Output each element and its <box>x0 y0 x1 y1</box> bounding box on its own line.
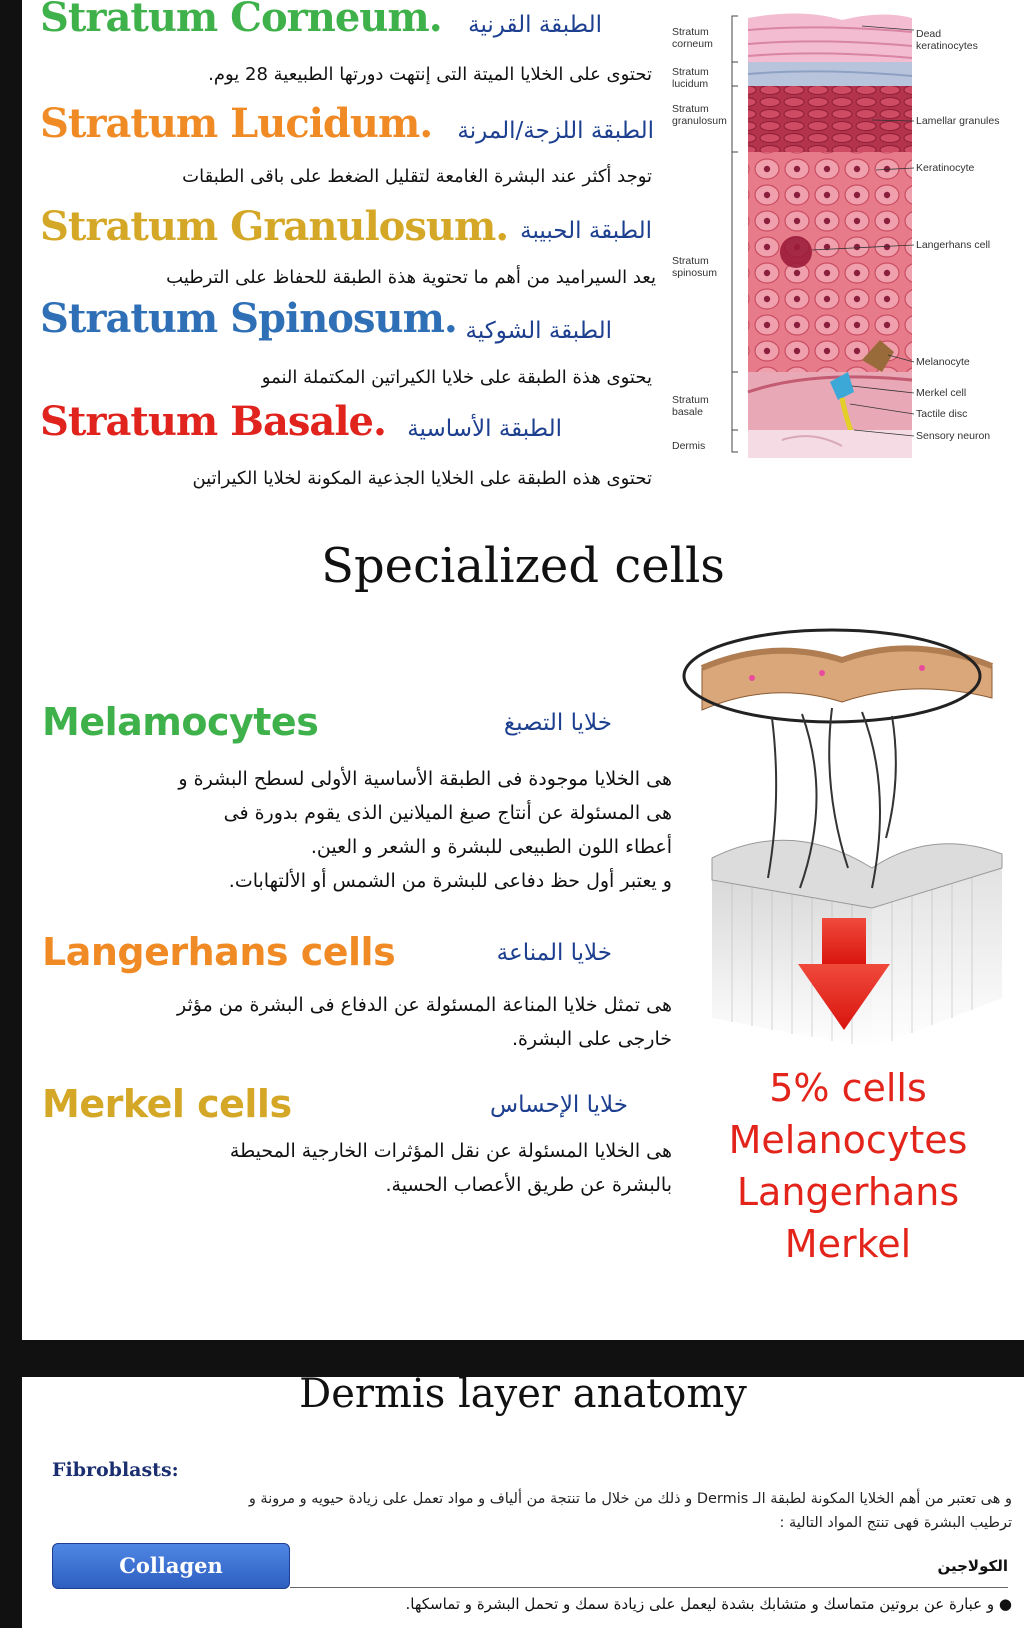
cell-arabic-merkel: خلايا الإحساس <box>490 1092 628 1118</box>
diagram-label-granulosum: Stratum granulosum <box>672 103 727 127</box>
desc-line: أعطاء اللون الطبيعى للبشرة و الشعر و العين. <box>310 836 672 858</box>
desc-line: هى المسئولة عن أنتاج صبغ الميلانين الذى يقوم بدورة فى <box>223 802 672 824</box>
callout-melanocytes: Melanocytes <box>728 1118 968 1162</box>
desc-line: خارجى على البشرة. <box>511 1028 672 1050</box>
fibroblasts-line: ترطيب البشرة فهى تنتج المواد التالية : <box>779 1515 1012 1531</box>
desc-line: بالبشرة عن طريق الأعصاب الحسية. <box>385 1174 672 1196</box>
layer-arabic-basale: الطبقة الأساسية <box>407 416 562 442</box>
desc-line: هى الخلايا موجودة فى الطبقة الأساسية الأولى لسطح البشرة و <box>178 768 672 790</box>
skin-block-graphic <box>672 618 1024 1058</box>
collagen-arabic-label: الكولاجين <box>937 1557 1008 1575</box>
desc-line: و يعتبر أول حظ دفاعى للبشرة من الشمس أو الألتهابات. <box>228 870 672 892</box>
layer-desc-granulosum: يعد السيراميد من أهم ما تحتوية هذة الطبقة للحفاظ على الترطيب <box>166 267 656 288</box>
collagen-button[interactable]: Collagen <box>52 1543 290 1589</box>
diagram-label-langerhans: Langerhans cell <box>916 239 991 251</box>
layer-latin-lucidum: Stratum Lucidum. <box>40 100 433 147</box>
cell-desc-melanocytes <box>42 762 672 898</box>
cell-desc-merkel <box>42 1134 672 1202</box>
specialized-heading: Specialized cells <box>321 538 725 594</box>
desc-line: هى تمثل خلايا المناعة المسئولة عن الدفاع فى البشرة من مؤثر <box>177 994 672 1016</box>
diagram-label-melanocyte: Melanocyte <box>916 356 970 368</box>
layer-desc-corneum: تحتوى على الخلايا الميتة التى إنتهت دورتها الطبيعية 28 يوم. <box>208 64 652 85</box>
diagram-label-spinosum: Stratum spinosum <box>672 255 717 279</box>
collagen-bullet-text: و عبارة عن بروتين متماسك و متشابك بشدة ليعمل على زيادة سمك و تحمل البشرة و تماسكها. <box>405 1595 995 1613</box>
layer-arabic-corneum: الطبقة القرنية <box>468 12 602 38</box>
diagram-label-keratinocyte: Keratinocyte <box>916 162 975 174</box>
fibroblasts-text <box>40 1487 1012 1535</box>
layer-desc-spinosum: يحتوى هذة الطبقة على خلايا الكيراتين المكتملة النمو <box>261 367 652 388</box>
diagram-label-sensory-neuron: Sensory neuron <box>916 430 991 442</box>
diagram-label-dermis: Dermis <box>672 440 706 452</box>
layer-arabic-spinosum: الطبقة الشوكية <box>465 318 612 344</box>
diagram-label-lucidum: Stratum lucidum <box>672 66 709 90</box>
cell-arabic-melanocytes: خلايا التصبغ <box>503 710 612 736</box>
layer-desc-basale: تحتوى هذه الطبقة على الخلايا الجذعية المكونة لخلايا الكيراتين <box>192 468 652 489</box>
diagram-label-merkel: Merkel cell <box>916 387 967 399</box>
layer-arabic-lucidum: الطبقة اللزجة/المرنة <box>457 118 654 144</box>
desc-line: هى الخلايا المسئولة عن نقل المؤثرات الخارجية المحيطة <box>229 1140 672 1162</box>
cell-desc-langerhans <box>42 988 672 1056</box>
callout-merkel: Merkel <box>784 1222 912 1266</box>
fibroblasts-label: Fibroblasts: <box>52 1459 179 1481</box>
cell-title-merkel: Merkel cells <box>42 1082 292 1126</box>
diagram-label-tactile-disc: Tactile disc <box>916 408 968 420</box>
diagram-label-basale: Stratum basale <box>672 394 709 418</box>
layer-arabic-granulosum: الطبقة الحبيبة <box>520 218 652 244</box>
callout-percent: 5% cells <box>769 1066 927 1110</box>
diagram-label-lamellar-granules: Lamellar granules <box>916 115 1000 127</box>
diagram-label-dead-keratinocytes: Dead keratinocytes <box>916 28 978 52</box>
epidermis-sheet <box>22 0 1024 1340</box>
layer-latin-corneum: Stratum Corneum. <box>40 0 442 41</box>
collagen-bullet <box>40 1591 1012 1617</box>
diagram-label-corneum: Stratum corneum <box>672 26 713 50</box>
fibroblasts-line: و هى تعتبر من أهم الخلايا المكونة لطبقة الـ Dermis و ذلك من خلال ما تنتجة من ألياف و مواد تعمل على زيادة حيويه و مرونة و <box>248 1491 1012 1507</box>
epidermis-diagram <box>662 0 1024 470</box>
cells-callout <box>672 1062 1024 1270</box>
collagen-divider <box>290 1587 1008 1588</box>
bullet-icon: ● <box>994 1595 1012 1613</box>
layer-desc-lucidum: توجد أكثر عند البشرة الغامعة لتقليل الضغط على باقى الطبقات <box>182 166 652 187</box>
dermis-heading: Dermis layer anatomy <box>299 1371 747 1417</box>
cell-arabic-langerhans: خلايا المناعة <box>496 940 612 966</box>
layer-latin-spinosum: Stratum Spinosum. <box>40 295 457 342</box>
layer-latin-basale: Stratum Basale. <box>40 398 386 445</box>
cell-title-melanocytes: Melamocytes <box>42 700 319 744</box>
cell-title-langerhans: Langerhans cells <box>42 930 396 974</box>
callout-langerhans: Langerhans <box>736 1170 960 1214</box>
layer-latin-granulosum: Stratum Granulosum. <box>40 203 509 250</box>
dermis-sheet <box>22 1371 1024 1628</box>
skin-block-illustration <box>672 618 1024 1058</box>
